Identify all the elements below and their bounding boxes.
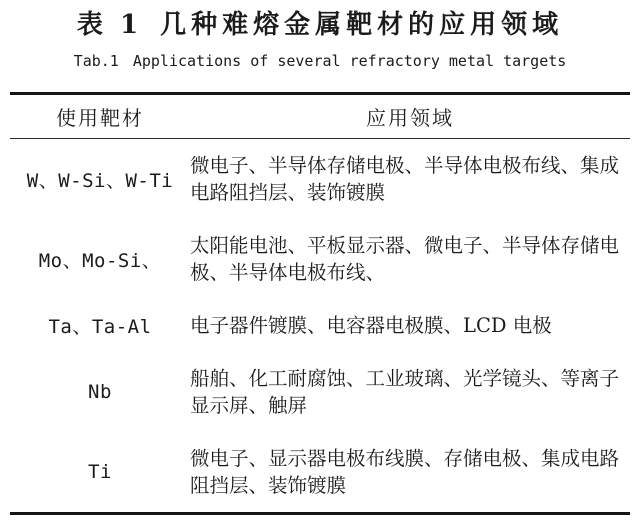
column-header-target: 使用靶材 xyxy=(56,106,144,130)
table-row-ti xyxy=(10,432,630,512)
table-caption-en xyxy=(0,51,640,71)
application-cell: 太阳能电池、平板显示器、微电子、半导体存储电极、半导体电极布线、 xyxy=(190,234,620,284)
target-cell: Nb xyxy=(88,381,112,403)
target-cell: Ti xyxy=(88,461,112,483)
application-cell: 船舶、化工耐腐蚀、工业玻璃、光学镜头、等离子显示屏、触屏 xyxy=(190,367,620,417)
application-cell: 微电子、显示器电极布线膜、存储电极、集成电路阻挡层、装饰镀膜 xyxy=(190,447,620,497)
table-title-zh: 几种难熔金属靶材的应用领域 xyxy=(160,10,564,40)
table-row-mo xyxy=(10,219,630,299)
target-cell: W、W-Si、W-Ti xyxy=(26,169,174,192)
applications-table xyxy=(10,92,630,515)
table-row-ta xyxy=(10,299,630,352)
table-row-nb xyxy=(10,352,630,432)
table-caption-zh xyxy=(0,0,640,44)
table-body xyxy=(10,139,630,512)
application-cell: 微电子、半导体存储电极、半导体电极布线、集成电路阻挡层、装饰镀膜 xyxy=(190,154,620,204)
column-header-application: 应用领域 xyxy=(366,106,454,130)
application-cell: 电子器件镀膜、电容器电极膜、LCD 电极 xyxy=(190,314,552,337)
table-title-en: Applications of several refractory metal targets xyxy=(132,52,567,70)
target-cell: Ta、Ta-Al xyxy=(48,316,152,338)
table-number-en: Tab.1 xyxy=(73,52,119,70)
table-header-row xyxy=(10,95,630,139)
target-cell: Mo、Mo-Si、 xyxy=(38,249,162,272)
table-row-w xyxy=(10,139,630,219)
table-number-zh: 表 1 xyxy=(76,10,143,40)
